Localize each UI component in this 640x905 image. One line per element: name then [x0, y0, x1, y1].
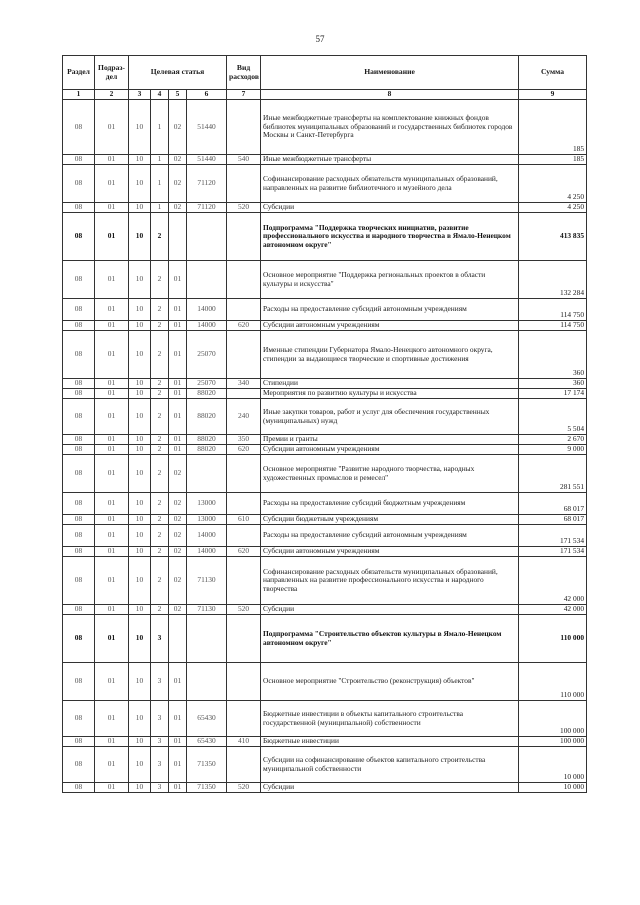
target-code-2-cell: 2	[151, 331, 169, 379]
expense-type-cell	[227, 663, 261, 701]
amount-cell: 171 534	[519, 525, 587, 547]
expense-type-cell	[227, 389, 261, 399]
expense-type-cell	[227, 165, 261, 203]
target-code-1-cell: 10	[129, 615, 151, 663]
expense-type-cell: 620	[227, 321, 261, 331]
amount-cell: 42 000	[519, 605, 587, 615]
target-code-4-cell: 71130	[187, 557, 227, 605]
podrazdel-cell: 01	[95, 737, 129, 747]
target-code-4-cell: 14000	[187, 299, 227, 321]
target-code-2-cell: 1	[151, 155, 169, 165]
table-row	[63, 445, 587, 455]
target-code-2-cell: 2	[151, 379, 169, 389]
expense-type-cell: 350	[227, 435, 261, 445]
amount-cell: 100 000	[519, 737, 587, 747]
target-code-4-cell: 14000	[187, 547, 227, 557]
target-code-1-cell: 10	[129, 605, 151, 615]
target-code-4-cell: 71120	[187, 165, 227, 203]
podrazdel-cell: 01	[95, 663, 129, 701]
item-name-cell: Субсидии автономным учреждениям	[261, 321, 519, 331]
podrazdel-cell: 01	[95, 321, 129, 331]
target-code-3-cell: 02	[169, 203, 187, 213]
target-code-2-cell: 3	[151, 701, 169, 737]
amount-cell: 42 000	[519, 557, 587, 605]
target-code-1-cell: 10	[129, 203, 151, 213]
target-code-3-cell: 02	[169, 100, 187, 155]
col-number: 7	[227, 90, 261, 100]
expense-type-cell	[227, 213, 261, 261]
podrazdel-cell: 01	[95, 299, 129, 321]
razdel-cell: 08	[63, 445, 95, 455]
target-code-4-cell: 65430	[187, 737, 227, 747]
table-row	[63, 783, 587, 793]
target-code-2-cell: 2	[151, 455, 169, 493]
expense-type-cell: 410	[227, 737, 261, 747]
amount-cell: 413 835	[519, 213, 587, 261]
target-code-4-cell	[187, 213, 227, 261]
target-code-2-cell: 2	[151, 557, 169, 605]
amount-cell: 17 174	[519, 389, 587, 399]
item-name-cell: Субсидии автономным учреждениям	[261, 547, 519, 557]
podrazdel-cell: 01	[95, 100, 129, 155]
podrazdel-cell: 01	[95, 213, 129, 261]
target-code-4-cell	[187, 455, 227, 493]
target-code-2-cell: 2	[151, 213, 169, 261]
target-code-2-cell: 3	[151, 737, 169, 747]
amount-cell: 4 250	[519, 165, 587, 203]
target-code-3-cell: 02	[169, 155, 187, 165]
expense-type-cell: 620	[227, 445, 261, 455]
podrazdel-cell: 01	[95, 165, 129, 203]
expense-type-cell	[227, 557, 261, 605]
target-code-1-cell: 10	[129, 299, 151, 321]
target-code-3-cell: 01	[169, 701, 187, 737]
target-code-1-cell: 10	[129, 515, 151, 525]
item-name-cell: Мероприятия по развитию культуры и искусства	[261, 389, 519, 399]
target-code-2-cell: 3	[151, 663, 169, 701]
target-code-3-cell: 02	[169, 515, 187, 525]
item-name-cell: Субсидии на софинансирование объектов капитального строительства муниципальной собственности	[261, 747, 519, 783]
target-code-3-cell: 01	[169, 389, 187, 399]
amount-cell: 10 000	[519, 747, 587, 783]
target-code-2-cell: 3	[151, 747, 169, 783]
target-code-1-cell: 10	[129, 547, 151, 557]
header-vid: Вид расходов	[227, 56, 261, 90]
page-number: 57	[315, 34, 325, 44]
razdel-cell: 08	[63, 663, 95, 701]
target-code-1-cell: 10	[129, 701, 151, 737]
amount-cell: 185	[519, 155, 587, 165]
razdel-cell: 08	[63, 493, 95, 515]
target-code-4-cell: 13000	[187, 493, 227, 515]
target-code-1-cell: 10	[129, 737, 151, 747]
amount-cell: 2 670	[519, 435, 587, 445]
target-code-2-cell: 2	[151, 493, 169, 515]
target-code-1-cell: 10	[129, 100, 151, 155]
expense-type-cell	[227, 493, 261, 515]
target-code-1-cell: 10	[129, 493, 151, 515]
razdel-cell: 08	[63, 331, 95, 379]
table-row	[63, 261, 587, 299]
target-code-4-cell: 13000	[187, 515, 227, 525]
amount-cell: 185	[519, 100, 587, 155]
podrazdel-cell: 01	[95, 493, 129, 515]
target-code-4-cell	[187, 261, 227, 299]
header-razdel: Раздел	[63, 56, 95, 90]
table-row	[63, 203, 587, 213]
target-code-2-cell: 1	[151, 203, 169, 213]
target-code-4-cell	[187, 663, 227, 701]
razdel-cell: 08	[63, 389, 95, 399]
item-name-cell: Субсидии	[261, 605, 519, 615]
table-row	[63, 557, 587, 605]
podrazdel-cell: 01	[95, 455, 129, 493]
target-code-3-cell: 01	[169, 445, 187, 455]
item-name-cell: Субсидии	[261, 783, 519, 793]
razdel-cell: 08	[63, 299, 95, 321]
target-code-1-cell: 10	[129, 747, 151, 783]
podrazdel-cell: 01	[95, 605, 129, 615]
target-code-4-cell: 88020	[187, 389, 227, 399]
podrazdel-cell: 01	[95, 389, 129, 399]
podrazdel-cell: 01	[95, 615, 129, 663]
amount-cell: 281 551	[519, 455, 587, 493]
razdel-cell: 08	[63, 783, 95, 793]
target-code-3-cell: 02	[169, 605, 187, 615]
item-name-cell: Иные межбюджетные трансферты на комплектование книжных фондов библиотек муниципальных образований и государственных библиотек городов Москвы и Санкт-Петербурга	[261, 100, 519, 155]
item-name-cell: Подпрограмма "Строительство объектов культуры в Ямало-Ненецком автономном округе"	[261, 615, 519, 663]
expense-type-cell: 620	[227, 547, 261, 557]
item-name-cell: Бюджетные инвестиции в объекты капитального строительства государственной (муниципальной) собственности	[261, 701, 519, 737]
target-code-3-cell: 01	[169, 747, 187, 783]
razdel-cell: 08	[63, 321, 95, 331]
target-code-3-cell: 01	[169, 399, 187, 435]
amount-cell: 68 017	[519, 493, 587, 515]
podrazdel-cell: 01	[95, 399, 129, 435]
target-code-1-cell: 10	[129, 213, 151, 261]
podrazdel-cell: 01	[95, 445, 129, 455]
target-code-4-cell: 71350	[187, 783, 227, 793]
item-name-cell: Расходы на предоставление субсидий автономным учреждениям	[261, 299, 519, 321]
table-row	[63, 155, 587, 165]
table-row	[63, 747, 587, 783]
expense-type-cell: 340	[227, 379, 261, 389]
razdel-cell: 08	[63, 525, 95, 547]
expense-type-cell: 520	[227, 783, 261, 793]
col-number: 6	[187, 90, 227, 100]
target-code-2-cell: 2	[151, 515, 169, 525]
table-row	[63, 165, 587, 203]
razdel-cell: 08	[63, 547, 95, 557]
target-code-3-cell: 02	[169, 557, 187, 605]
amount-cell: 10 000	[519, 783, 587, 793]
amount-cell: 68 017	[519, 515, 587, 525]
target-code-3-cell: 01	[169, 783, 187, 793]
col-number: 1	[63, 90, 95, 100]
target-code-4-cell: 71120	[187, 203, 227, 213]
target-code-2-cell: 2	[151, 445, 169, 455]
razdel-cell: 08	[63, 213, 95, 261]
target-code-3-cell: 01	[169, 321, 187, 331]
item-name-cell: Основное мероприятие "Поддержка региональных проектов в области культуры и искусства"	[261, 261, 519, 299]
header-row	[63, 56, 587, 90]
amount-cell: 5 504	[519, 399, 587, 435]
razdel-cell: 08	[63, 203, 95, 213]
target-code-1-cell: 10	[129, 525, 151, 547]
item-name-cell: Расходы на предоставление субсидий бюджетным учреждениям	[261, 493, 519, 515]
podrazdel-cell: 01	[95, 155, 129, 165]
expense-type-cell: 240	[227, 399, 261, 435]
podrazdel-cell: 01	[95, 379, 129, 389]
target-code-2-cell: 2	[151, 547, 169, 557]
podrazdel-cell: 01	[95, 747, 129, 783]
podrazdel-cell: 01	[95, 547, 129, 557]
target-code-3-cell: 01	[169, 299, 187, 321]
expense-type-cell	[227, 615, 261, 663]
target-code-4-cell: 51440	[187, 155, 227, 165]
table-row	[63, 525, 587, 547]
target-code-2-cell: 2	[151, 399, 169, 435]
target-code-4-cell: 71130	[187, 605, 227, 615]
target-code-2-cell: 2	[151, 389, 169, 399]
razdel-cell: 08	[63, 557, 95, 605]
expense-type-cell: 540	[227, 155, 261, 165]
target-code-1-cell: 10	[129, 331, 151, 379]
col-number: 2	[95, 90, 129, 100]
target-code-3-cell: 01	[169, 261, 187, 299]
target-code-3-cell: 01	[169, 663, 187, 701]
target-code-4-cell: 25070	[187, 379, 227, 389]
table-row	[63, 213, 587, 261]
target-code-3-cell: 02	[169, 493, 187, 515]
target-code-4-cell: 88020	[187, 399, 227, 435]
target-code-2-cell: 2	[151, 299, 169, 321]
razdel-cell: 08	[63, 261, 95, 299]
amount-cell: 132 284	[519, 261, 587, 299]
razdel-cell: 08	[63, 399, 95, 435]
col-number: 5	[169, 90, 187, 100]
target-code-4-cell: 25070	[187, 331, 227, 379]
expense-type-cell: 610	[227, 515, 261, 525]
target-code-1-cell: 10	[129, 165, 151, 203]
expense-type-cell	[227, 100, 261, 155]
razdel-cell: 08	[63, 379, 95, 389]
amount-cell: 9 000	[519, 445, 587, 455]
table-row	[63, 399, 587, 435]
target-code-3-cell: 02	[169, 455, 187, 493]
target-code-2-cell: 2	[151, 525, 169, 547]
item-name-cell: Основное мероприятие "Развитие народного творчества, народных художественных промыслов и ремесел"	[261, 455, 519, 493]
target-code-4-cell: 88020	[187, 435, 227, 445]
target-code-4-cell: 14000	[187, 525, 227, 547]
amount-cell: 114 750	[519, 299, 587, 321]
target-code-3-cell: 01	[169, 435, 187, 445]
target-code-3-cell: 01	[169, 379, 187, 389]
target-code-1-cell: 10	[129, 435, 151, 445]
table-row	[63, 435, 587, 445]
target-code-1-cell: 10	[129, 261, 151, 299]
table-row	[63, 605, 587, 615]
razdel-cell: 08	[63, 737, 95, 747]
header-name: Наименование	[261, 56, 519, 90]
podrazdel-cell: 01	[95, 331, 129, 379]
target-code-3-cell: 01	[169, 331, 187, 379]
table-row	[63, 389, 587, 399]
target-code-1-cell: 10	[129, 379, 151, 389]
item-name-cell: Иные межбюджетные трансферты	[261, 155, 519, 165]
target-code-1-cell: 10	[129, 321, 151, 331]
target-code-2-cell: 1	[151, 100, 169, 155]
expense-type-cell	[227, 331, 261, 379]
item-name-cell: Премии и гранты	[261, 435, 519, 445]
header-podrazdel: Подраз-дел	[95, 56, 129, 90]
razdel-cell: 08	[63, 701, 95, 737]
target-code-2-cell: 3	[151, 615, 169, 663]
target-code-3-cell	[169, 213, 187, 261]
target-code-2-cell: 1	[151, 165, 169, 203]
item-name-cell: Стипендии	[261, 379, 519, 389]
table-row	[63, 515, 587, 525]
table-row	[63, 615, 587, 663]
amount-cell: 360	[519, 379, 587, 389]
table-row	[63, 663, 587, 701]
target-code-2-cell: 2	[151, 261, 169, 299]
table-row	[63, 321, 587, 331]
expense-type-cell: 520	[227, 605, 261, 615]
target-code-2-cell: 2	[151, 435, 169, 445]
target-code-4-cell: 65430	[187, 701, 227, 737]
col-number: 4	[151, 90, 169, 100]
razdel-cell: 08	[63, 100, 95, 155]
budget-table	[62, 55, 587, 793]
item-name-cell: Расходы на предоставление субсидий автономным учреждениям	[261, 525, 519, 547]
table-row	[63, 379, 587, 389]
podrazdel-cell: 01	[95, 261, 129, 299]
target-code-1-cell: 10	[129, 783, 151, 793]
target-code-2-cell: 2	[151, 605, 169, 615]
podrazdel-cell: 01	[95, 783, 129, 793]
item-name-cell: Основное мероприятие "Строительство (реконструкция) объектов"	[261, 663, 519, 701]
item-name-cell: Софинансирование расходных обязательств муниципальных образований, направленных на развитие библиотечного и музейного дела	[261, 165, 519, 203]
target-code-4-cell: 71350	[187, 747, 227, 783]
razdel-cell: 08	[63, 515, 95, 525]
target-code-1-cell: 10	[129, 557, 151, 605]
amount-cell: 114 750	[519, 321, 587, 331]
table-row	[63, 493, 587, 515]
amount-cell: 360	[519, 331, 587, 379]
item-name-cell: Бюджетные инвестиции	[261, 737, 519, 747]
item-name-cell: Субсидии бюджетным учреждениям	[261, 515, 519, 525]
col-number: 3	[129, 90, 151, 100]
razdel-cell: 08	[63, 455, 95, 493]
expense-type-cell	[227, 299, 261, 321]
table-row	[63, 100, 587, 155]
razdel-cell: 08	[63, 605, 95, 615]
podrazdel-cell: 01	[95, 525, 129, 547]
podrazdel-cell: 01	[95, 203, 129, 213]
amount-cell: 110 000	[519, 615, 587, 663]
target-code-1-cell: 10	[129, 663, 151, 701]
target-code-4-cell: 14000	[187, 321, 227, 331]
table-row	[63, 331, 587, 379]
expense-type-cell: 520	[227, 203, 261, 213]
razdel-cell: 08	[63, 155, 95, 165]
target-code-3-cell	[169, 615, 187, 663]
target-code-4-cell: 88020	[187, 445, 227, 455]
item-name-cell: Именные стипендии Губернатора Ямало-Ненецкого автономного округа, стипендии за выдающиеся творческие и спортивные достижения	[261, 331, 519, 379]
podrazdel-cell: 01	[95, 435, 129, 445]
expense-type-cell	[227, 455, 261, 493]
podrazdel-cell: 01	[95, 515, 129, 525]
item-name-cell: Софинансирование расходных обязательств муниципальных образований, направленных на развитие профессионального искусства и народного творчества	[261, 557, 519, 605]
target-code-1-cell: 10	[129, 445, 151, 455]
table-row	[63, 299, 587, 321]
expense-type-cell	[227, 525, 261, 547]
amount-cell: 171 534	[519, 547, 587, 557]
amount-cell: 4 250	[519, 203, 587, 213]
amount-cell: 100 000	[519, 701, 587, 737]
item-name-cell: Иные закупки товаров, работ и услуг для обеспечения государственных (муниципальных) нужд	[261, 399, 519, 435]
item-name-cell: Подпрограмма "Поддержка творческих инициатив, развитие профессионального искусства и народного творчества в Ямало-Ненецком автономном округе"	[261, 213, 519, 261]
razdel-cell: 08	[63, 747, 95, 783]
target-code-3-cell: 02	[169, 525, 187, 547]
item-name-cell: Субсидии автономным учреждениям	[261, 445, 519, 455]
expense-type-cell	[227, 261, 261, 299]
header-celevaya: Целевая статья	[129, 56, 227, 90]
table-row	[63, 547, 587, 557]
table-body	[63, 100, 587, 793]
target-code-4-cell	[187, 615, 227, 663]
target-code-1-cell: 10	[129, 389, 151, 399]
podrazdel-cell: 01	[95, 701, 129, 737]
col-number: 9	[519, 90, 587, 100]
table-row	[63, 455, 587, 493]
target-code-1-cell: 10	[129, 399, 151, 435]
table-row	[63, 701, 587, 737]
column-numbers-row	[63, 90, 587, 100]
header-summa: Сумма	[519, 56, 587, 90]
target-code-3-cell: 02	[169, 165, 187, 203]
col-number: 8	[261, 90, 519, 100]
razdel-cell: 08	[63, 615, 95, 663]
target-code-1-cell: 10	[129, 455, 151, 493]
podrazdel-cell: 01	[95, 557, 129, 605]
item-name-cell: Субсидии	[261, 203, 519, 213]
target-code-4-cell: 51440	[187, 100, 227, 155]
expense-type-cell	[227, 747, 261, 783]
target-code-2-cell: 3	[151, 783, 169, 793]
razdel-cell: 08	[63, 435, 95, 445]
target-code-1-cell: 10	[129, 155, 151, 165]
target-code-3-cell: 02	[169, 547, 187, 557]
expense-type-cell	[227, 701, 261, 737]
razdel-cell: 08	[63, 165, 95, 203]
target-code-2-cell: 2	[151, 321, 169, 331]
target-code-3-cell: 01	[169, 737, 187, 747]
table-row	[63, 737, 587, 747]
amount-cell: 110 000	[519, 663, 587, 701]
